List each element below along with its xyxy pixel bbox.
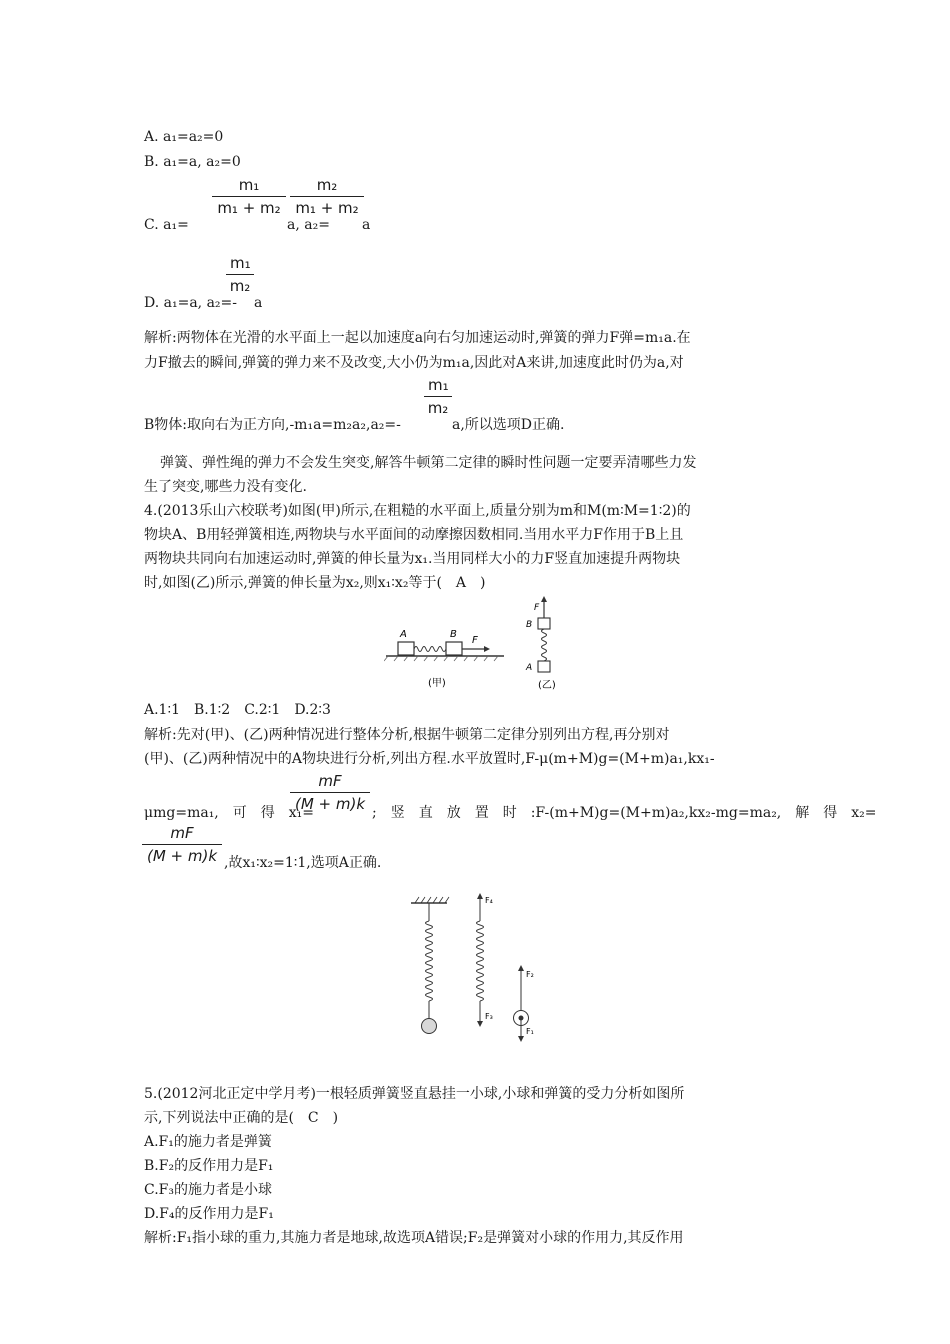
q4-analysis-line4: ,故x₁∶x₂=1∶1,选项A正确. — [224, 855, 382, 871]
spring-vertical — [542, 629, 547, 661]
label-f4: F₄ — [485, 896, 493, 905]
q3-note-line1: 弹簧、弹性绳的弹力不会发生突变,解答牛顿第二定律的瞬时性问题一定要弄清哪些力发 — [160, 455, 697, 471]
q4-stem-line1: 4.(2013乐山六校联考)如图(甲)所示,在粗糙的水平面上,质量分别为m和M(m∶M=1∶2)的 — [144, 503, 691, 519]
q3-option-c-mid: a, a₂= — [287, 217, 330, 233]
q4-analysis-line3-prefix: μmg=ma₁, 可 得 x₁= — [144, 805, 314, 821]
q3-option-d-prefix: D. a₁=a, a₂=- — [144, 295, 237, 311]
caption-yi: (乙) — [538, 680, 556, 691]
q4-stem-line4: 时,如图(乙)所示,弹簧的伸长量为x₂,则x₁∶x₂等于( A ) — [144, 575, 486, 591]
q3-analysis-frac: $\frac{\text{m₁}}{\text{m₂}}$ — [424, 374, 452, 419]
q5-option-b: B.F₂的反作用力是F₁ — [144, 1158, 274, 1174]
label-a-yi: A — [526, 663, 533, 673]
ball — [422, 1019, 437, 1034]
q5-option-d: D.F₄的反作用力是F₁ — [144, 1206, 274, 1222]
q4-analysis-line2: (甲)、(乙)两种情况中的A物块进行分析,列出方程.水平放置时,F-μ(m+M)g=(M+m)a₁,kx₁- — [144, 751, 715, 767]
q5-option-c: C.F₃的施力者是小球 — [144, 1182, 272, 1198]
label-f3: F₃ — [485, 1012, 493, 1021]
q3-option-c-frac1: $\frac{\text{m₁}}{\text{m₁ + m₂}}$ — [212, 174, 286, 219]
q4-analysis-frac2: $\frac{mF}{(M + m)k}$ — [142, 822, 222, 867]
isolated-spring — [477, 921, 484, 1001]
label-b-yi: B — [526, 620, 533, 630]
q3-option-d-frac: $\frac{\text{m₁}}{\text{m₂}}$ — [226, 252, 254, 297]
q4-stem-line3: 两物块共同向右加速运动时,弹簧的伸长量为x₁.当用同样大小的力F竖直加速提升两物块 — [144, 551, 681, 567]
block-a-yi — [538, 661, 550, 672]
q4-analysis-frac1: $\frac{mF}{(M + m)k}$ — [290, 770, 370, 815]
label-a: A — [400, 629, 407, 640]
q5-analysis-line1: 解析:F₁指小球的重力,其施力者是地球,故选项A错误;F₂是弹簧对小球的作用力,其反作用 — [144, 1230, 684, 1246]
q3-analysis-line1: 解析:两物体在光滑的水平面上一起以加速度a向右匀加速运动时,弹簧的弹力F弹=m₁a.在 — [144, 330, 691, 346]
q4-analysis-line3-suffix: ; 竖 直 放 置 时 :F-(m+M)g=(M+m)a₂,kx₂-mg=ma₂, 解 得 x₂= — [372, 805, 877, 821]
spring-horizontal — [414, 647, 446, 652]
block-b-yi — [538, 618, 550, 629]
hanging-spring — [426, 921, 433, 1001]
q4-figure-jia — [384, 622, 508, 690]
block-b — [446, 642, 462, 655]
q3-note-line2: 生了突变,哪些力没有变化. — [144, 479, 307, 495]
label-f-yi: F — [534, 603, 540, 613]
q3-analysis-line3-prefix: B物体:取向右为正方向,-m₁a=m₂a₂,a₂=- — [144, 417, 401, 433]
q3-option-a: A. a₁=a₂=0 — [144, 129, 224, 145]
q3-option-d-suffix: a — [254, 295, 263, 311]
q5-stem-line1: 5.(2012河北正定中学月考)一根轻质弹簧竖直悬挂一小球,小球和弹簧的受力分析如图所 — [144, 1086, 685, 1102]
q4-options: A.1∶1 B.1∶2 C.2∶1 D.2∶3 — [144, 702, 331, 718]
q5-force-figure — [405, 893, 565, 1045]
q3-option-b: B. a₁=a, a₂=0 — [144, 154, 241, 170]
q3-option-c-prefix: C. a₁= — [144, 217, 189, 233]
caption-jia: (甲) — [428, 678, 446, 689]
q3-analysis-line2: 力F撤去的瞬间,弹簧的弹力来不及改变,大小仍为m₁a,因此对A来讲,加速度此时仍为a,对 — [144, 355, 684, 371]
q5-stem-line2: 示,下列说法中正确的是( C ) — [144, 1110, 339, 1126]
label-f1: F₁ — [526, 1027, 534, 1036]
label-f2: F₂ — [526, 970, 534, 979]
q4-figure-yi — [520, 596, 580, 692]
label-f: F — [472, 635, 478, 646]
block-a — [398, 642, 414, 655]
q3-option-c-suffix: a — [362, 217, 371, 233]
q4-stem-line2: 物块A、B用轻弹簧相连,两物块与水平面间的动摩擦因数相同.当用水平力F作用于B上且 — [144, 527, 684, 543]
q3-option-c-frac2: $\frac{\text{m₂}}{\text{m₁ + m₂}}$ — [290, 174, 364, 219]
label-b: B — [450, 629, 457, 640]
q4-analysis-line1: 解析:先对(甲)、(乙)两种情况进行整体分析,根据牛顿第二定律分别列出方程,再分别对 — [144, 727, 670, 743]
q3-analysis-line3-suffix: a,所以选项D正确. — [452, 417, 565, 433]
q5-option-a: A.F₁的施力者是弹簧 — [144, 1134, 272, 1150]
